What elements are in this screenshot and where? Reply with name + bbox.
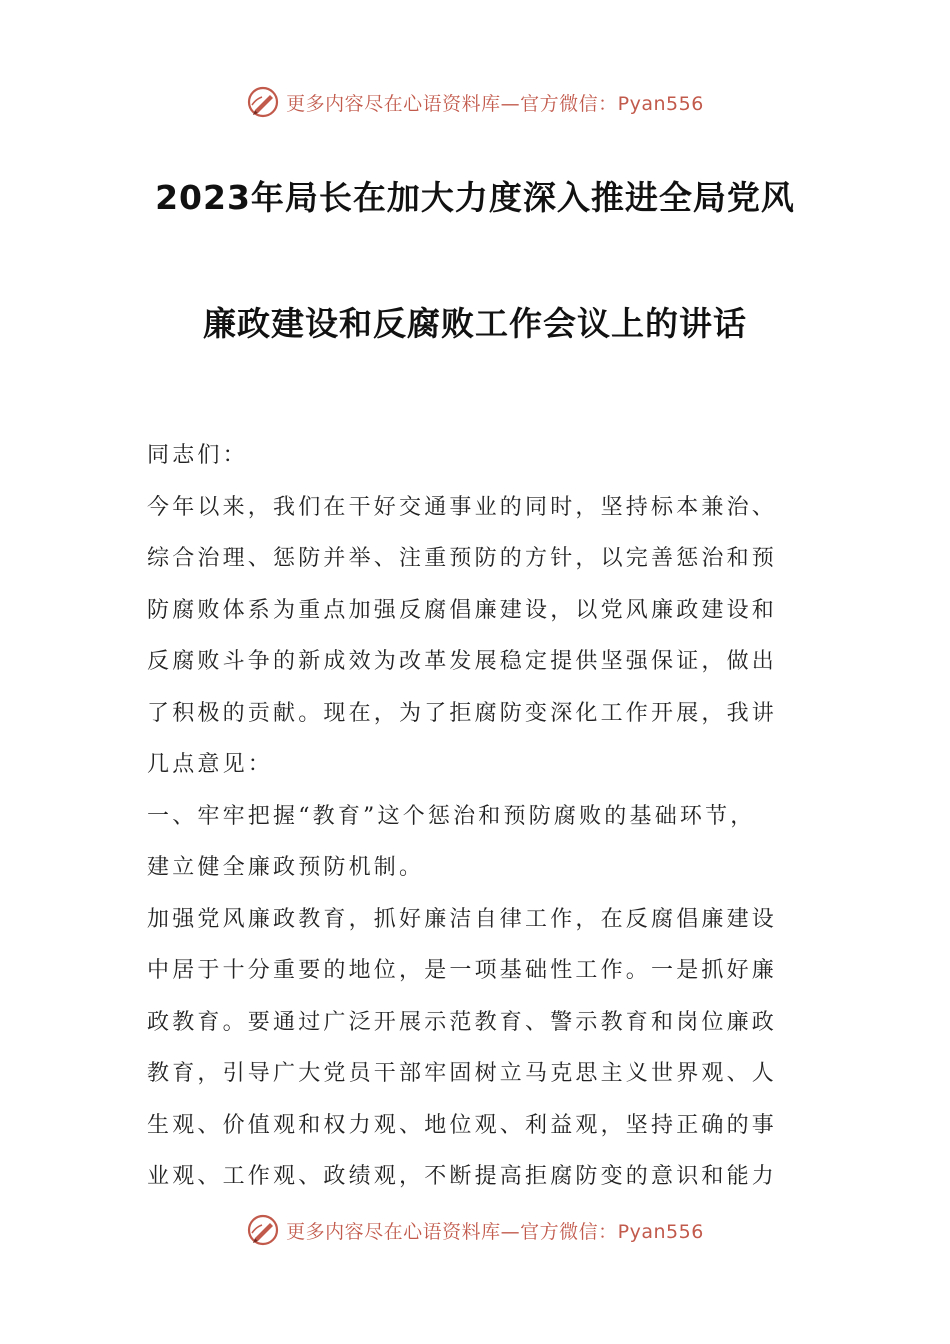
body-line: 同志们： xyxy=(147,443,248,468)
body-line: 今年以来，我们在干好交通事业的同时，坚持标本兼治、 xyxy=(147,494,778,520)
body-line: 几点意见： xyxy=(147,752,274,777)
body-line: 中居于十分重要的地位，是一项基础性工作。一是抓好廉 xyxy=(147,958,778,983)
body-line: 加强党风廉政教育，抓好廉洁自律工作，在反腐倡廉建设 xyxy=(147,906,778,932)
body-line: 了积极的贡献。现在，为了拒腐防变深化工作开展，我讲 xyxy=(147,700,778,726)
body-line: 生观、价值观和权力观、地位观、利益观，坚持正确的事 xyxy=(147,1112,778,1138)
body-line: 反腐败斗争的新成效为改革发展稳定提供坚强保证，做出 xyxy=(147,649,778,674)
body-line: 教育，引导广大党员干部牢固树立马克思主义世界观、人 xyxy=(147,1061,778,1086)
body-line: 业观、工作观、政绩观，不断提高拒腐防变的意识和能力 xyxy=(147,1164,778,1189)
speech-body xyxy=(147,430,807,1203)
document-title-line-1: 2023年局长在加大力度深入推进全局党风 xyxy=(155,178,795,217)
watermark-text: 更多内容尽在心语资料库—官方微信：Pyan556 xyxy=(286,92,704,115)
watermark-header xyxy=(0,82,950,122)
body-line: 一、牢牢把握“教育”这个惩治和预防腐败的基础环节， xyxy=(147,803,756,829)
watermark-text: 更多内容尽在心语资料库—官方微信：Pyan556 xyxy=(286,1220,704,1243)
body-line: 防腐败体系为重点加强反腐倡廉建设，以党风廉政建设和 xyxy=(147,597,778,623)
document-title-line-2: 廉政建设和反腐败工作会议上的讲话 xyxy=(203,304,747,343)
pen-logo-icon xyxy=(246,85,280,119)
watermark-footer xyxy=(0,1210,950,1250)
body-line: 建立健全廉政预防机制。 xyxy=(147,855,425,880)
body-line: 综合治理、惩防并举、注重预防的方针，以完善惩治和预 xyxy=(147,546,778,571)
body-line: 政教育。要通过广泛开展示范教育、警示教育和岗位廉政 xyxy=(147,1009,778,1035)
pen-logo-icon xyxy=(246,1213,280,1247)
